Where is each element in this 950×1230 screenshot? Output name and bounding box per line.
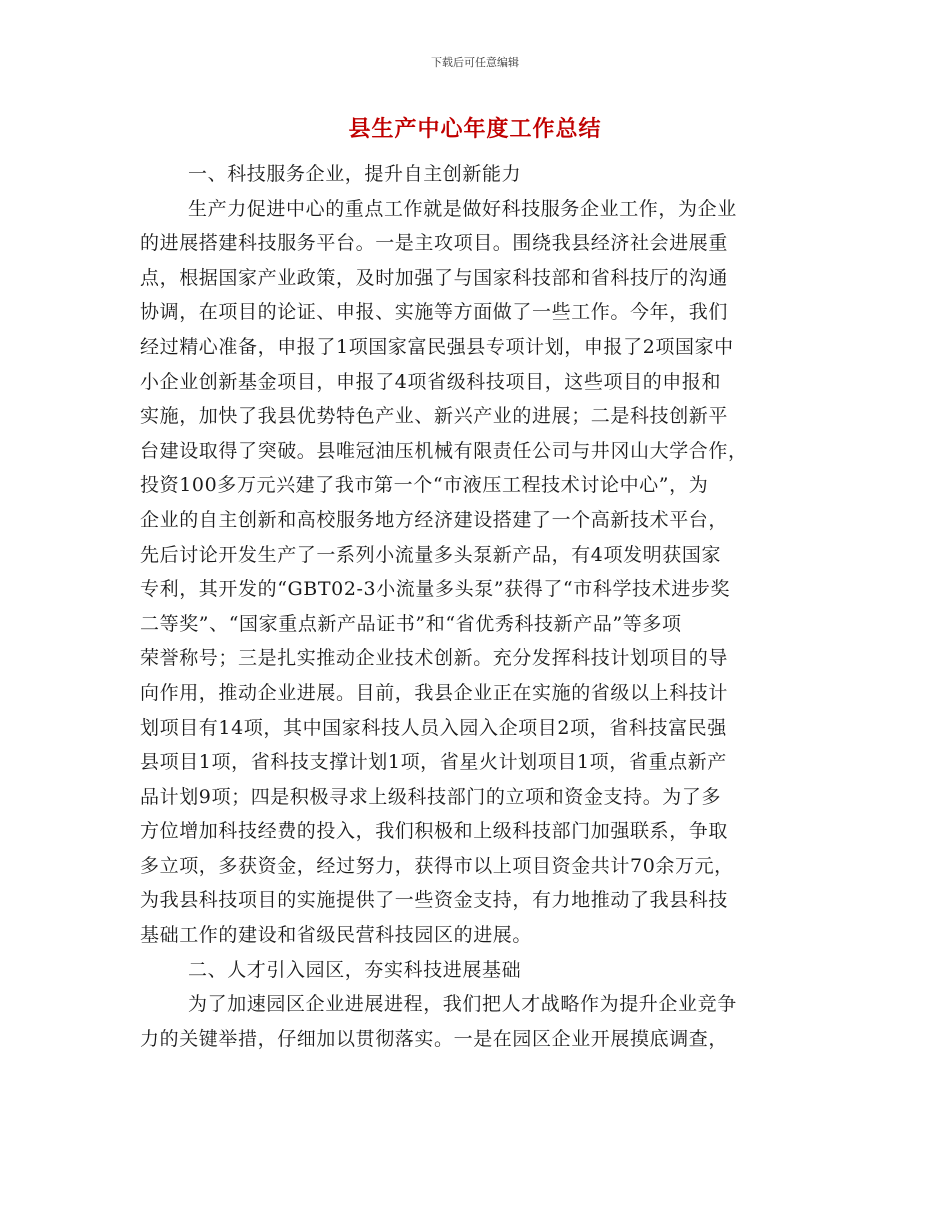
paragraph-line: 协调，在项目的论证、申报、实施等方面做了一些工作。今年，我们 [140,301,729,324]
paragraph-line: 生产力促进中心的重点工作就是做好科技服务企业工作，为企业 [188,197,737,220]
paragraph-line: 荣誉称号；三是扎实推动企业技术创新。充分发挥科技计划项目的导 [140,647,729,670]
paragraph-line: 台建设取得了突破。县唯冠油压机械有限责任公司与井冈山大学合作， [140,439,748,462]
paragraph-line: 力的关键举措，仔细加以贯彻落实。一是在园区企业开展摸底调查， [140,1027,729,1050]
paragraph-line: 专利，其开发的“GBT02-3小流量多头泵”获得了“市科学技术进步奖 [140,578,731,601]
paragraph-line: 小企业创新基金项目，申报了4项省级科技项目，这些项目的申报和 [140,370,722,393]
paragraph-line: 企业的自主创新和高校服务地方经济建设搭建了一个高新技术平台， [140,508,729,531]
paragraph-line: 向作用，推动企业进展。目前，我县企业正在实施的省级以上科技计 [140,681,729,704]
paragraph-line: 经过精心准备，申报了1项国家富民强县专项计划，申报了2项国家中 [140,335,734,358]
paragraph-line: 为我县科技项目的实施提供了一些资金支持，有力地推动了我县科技 [140,889,729,912]
paragraph-line: 二等奖”、“国家重点新产品证书”和“省优秀科技新产品”等多项 [140,612,682,635]
body-text [140,157,808,1056]
section-heading: 一、科技服务企业，提升自主创新能力 [188,163,522,185]
paragraph-line: 多立项，多获资金，经过努力，获得市以上项目资金共计70余万元， [140,854,734,877]
paragraph-line: 划项目有14项，其中国家科技人员入园入企项目2项，省科技富民强 [140,716,727,739]
header-note: 下载后可任意编辑 [431,56,519,69]
paragraph-line: 的进展搭建科技服务平台。一是主攻项目。围绕我县经济社会进展重 [140,232,729,255]
section-heading: 二、人才引入园区，夯实科技进展基础 [188,958,522,981]
paragraph-line: 先后讨论开发生产了一系列小流量多头泵新产品，有4项发明获国家 [140,543,722,566]
paragraph-line: 方位增加科技经费的投入，我们积极和上级科技部门加强联系，争取 [140,820,729,843]
paragraph-line: 点，根据国家产业政策，及时加强了与国家科技部和省科技厅的沟通 [140,266,729,289]
document-title: 县生产中心年度工作总结 [348,116,602,142]
paragraph-line: 品计划9项；四是积极寻求上级科技部门的立项和资金支持。为了多 [140,785,722,808]
paragraph-line: 基础工作的建设和省级民营科技园区的进展。 [140,924,533,947]
paragraph-line: 县项目1项，省科技支撑计划1项，省星火计划项目1项，省重点新产 [140,751,727,774]
paragraph-line: 为了加速园区企业进展进程，我们把人才战略作为提升企业竞争 [188,993,737,1016]
paragraph-line: 实施，加快了我县优势特色产业、新兴产业的进展；二是科技创新平 [140,405,729,428]
paragraph-line: 投资100多万元兴建了我市第一个“市液压工程技术讨论中心”，为 [140,474,709,497]
